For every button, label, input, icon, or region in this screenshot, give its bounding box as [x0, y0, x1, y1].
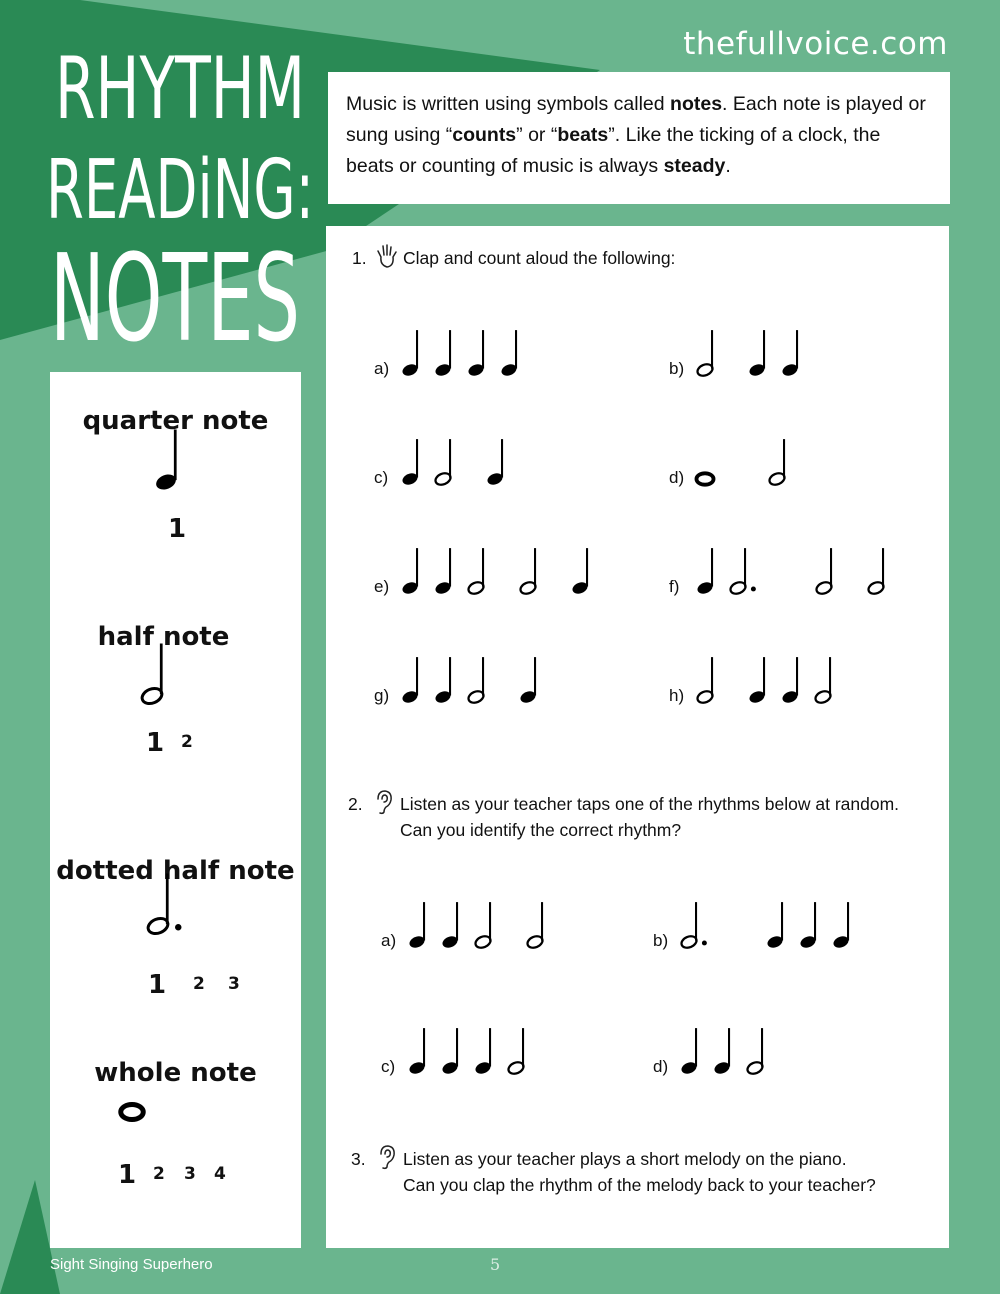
note-q [434, 657, 452, 705]
note-q [401, 439, 419, 487]
rhythm-label: h) [669, 686, 685, 705]
note-q [696, 548, 714, 596]
rhythm-g [392, 641, 652, 711]
rhythm-d [687, 423, 947, 493]
legend-count: 2 [181, 732, 193, 752]
intro-segment: Music is written using symbols called [346, 93, 671, 115]
rhythm-c [399, 1012, 659, 1082]
rhythm-c [392, 423, 652, 493]
note-h [696, 330, 714, 378]
note-h [467, 548, 485, 596]
note-q [486, 439, 504, 487]
rhythm-label: a) [374, 359, 390, 378]
question-number: 3. [351, 1149, 366, 1169]
note-q [766, 902, 784, 950]
legend-note-w [50, 1056, 301, 1176]
note-q [474, 1028, 492, 1076]
note-h [467, 657, 485, 705]
rhythm-label: d) [669, 468, 685, 487]
rhythm-label: d) [653, 1057, 669, 1076]
note-h [867, 548, 885, 596]
note-dh [680, 902, 707, 950]
legend-note-glyph [140, 644, 164, 707]
question-text: Listen as your teacher taps one of the rhythms below at random. [400, 794, 900, 814]
note-q [680, 1028, 698, 1076]
rhythm-label: f) [669, 577, 680, 596]
legend-title-q: quarter note [82, 406, 269, 436]
rhythm-e [392, 532, 652, 602]
page-number: 5 [490, 1255, 501, 1274]
note-q [401, 657, 419, 705]
legend-title-w: whole note [94, 1058, 257, 1088]
intro-segment: . [725, 155, 731, 177]
rhythm-f [687, 532, 947, 602]
note-w [696, 473, 713, 484]
footer-book-title: Sight Singing Superhero [50, 1256, 213, 1273]
intro-segment: ”. Like the ticking of a clock, the beats or counting of music is always [346, 124, 881, 177]
note-q [408, 1028, 426, 1076]
legend-note-glyph [121, 1105, 144, 1120]
note-q [781, 657, 799, 705]
note-q [713, 1028, 731, 1076]
note-h [696, 657, 714, 705]
legend-count: 1 [146, 728, 165, 758]
title-line-1: RHYTHM [55, 39, 305, 139]
note-q [434, 548, 452, 596]
legend-title-h: half note [97, 622, 230, 652]
note-q [401, 548, 419, 596]
legend-count: 1 [118, 1160, 137, 1190]
title-line-2: READiNG: [46, 143, 314, 238]
legend-note-h [50, 640, 301, 760]
note-h [746, 1028, 764, 1076]
note-h [768, 439, 786, 487]
note-h [474, 902, 492, 950]
rhythm-h [687, 641, 947, 711]
rhythm-b [671, 886, 931, 956]
site-url[interactable]: thefullvoice.com [683, 26, 948, 62]
rhythm-label: b) [653, 931, 669, 950]
note-q [571, 548, 589, 596]
note-h [815, 548, 833, 596]
legend-count: 3 [228, 974, 240, 994]
intro-keyword: counts [452, 124, 517, 146]
note-legend [50, 372, 301, 1248]
note-h [434, 439, 452, 487]
note-q [401, 330, 419, 378]
intro-keyword: beats [557, 124, 609, 146]
ear-icon [374, 1144, 398, 1170]
question-text: Clap and count aloud the following: [403, 248, 676, 268]
rhythm-d [671, 1012, 931, 1082]
note-q [500, 330, 518, 378]
rhythm-label: c) [381, 1057, 396, 1076]
note-h [526, 902, 544, 950]
legend-count: 2 [193, 974, 205, 994]
note-q [441, 902, 459, 950]
note-h [519, 548, 537, 596]
intro-box [328, 72, 950, 204]
legend-note-glyph [154, 430, 178, 493]
legend-note-dh [50, 870, 301, 990]
note-dh [729, 548, 756, 596]
worksheet-title [40, 30, 320, 360]
intro-keyword: notes [670, 93, 723, 115]
question-number: 2. [348, 794, 363, 814]
question-text: Listen as your teacher plays a short melody on the piano. [403, 1149, 847, 1169]
note-q [408, 902, 426, 950]
legend-count: 4 [214, 1164, 226, 1184]
intro-segment: ” or “ [516, 124, 558, 146]
exercise-panel [326, 226, 949, 1248]
note-h [507, 1028, 525, 1076]
question-text: Can you identify the correct rhythm? [400, 820, 682, 840]
rhythm-label: a) [381, 931, 397, 950]
note-q [434, 330, 452, 378]
rhythm-label: e) [374, 577, 390, 596]
note-q [781, 330, 799, 378]
legend-count: 1 [148, 970, 167, 1000]
rhythm-b [687, 314, 947, 384]
note-q [748, 657, 766, 705]
note-h [814, 657, 832, 705]
legend-count: 1 [168, 514, 187, 544]
rhythm-a [392, 314, 652, 384]
question-text: Can you clap the rhythm of the melody back to your teacher? [403, 1175, 876, 1195]
question-number: 1. [352, 248, 367, 268]
intro-segment: . Each note is played or sung using “ [346, 93, 926, 146]
note-q [748, 330, 766, 378]
note-q [441, 1028, 459, 1076]
ear-icon [371, 789, 395, 815]
intro-text [346, 89, 932, 182]
rhythm-label: g) [374, 686, 390, 705]
rhythm-label: c) [374, 468, 389, 487]
legend-count: 2 [153, 1164, 165, 1184]
rhythm-label: b) [669, 359, 685, 378]
note-q [467, 330, 485, 378]
rhythm-a [399, 886, 659, 956]
hand-icon [375, 243, 399, 269]
note-q [519, 657, 537, 705]
title-line-3: NOTES [50, 230, 300, 360]
intro-keyword: steady [663, 155, 726, 177]
legend-title-dh: dotted half note [56, 856, 295, 886]
note-q [799, 902, 817, 950]
legend-count: 3 [184, 1164, 196, 1184]
note-q [832, 902, 850, 950]
legend-note-glyph [146, 874, 182, 937]
